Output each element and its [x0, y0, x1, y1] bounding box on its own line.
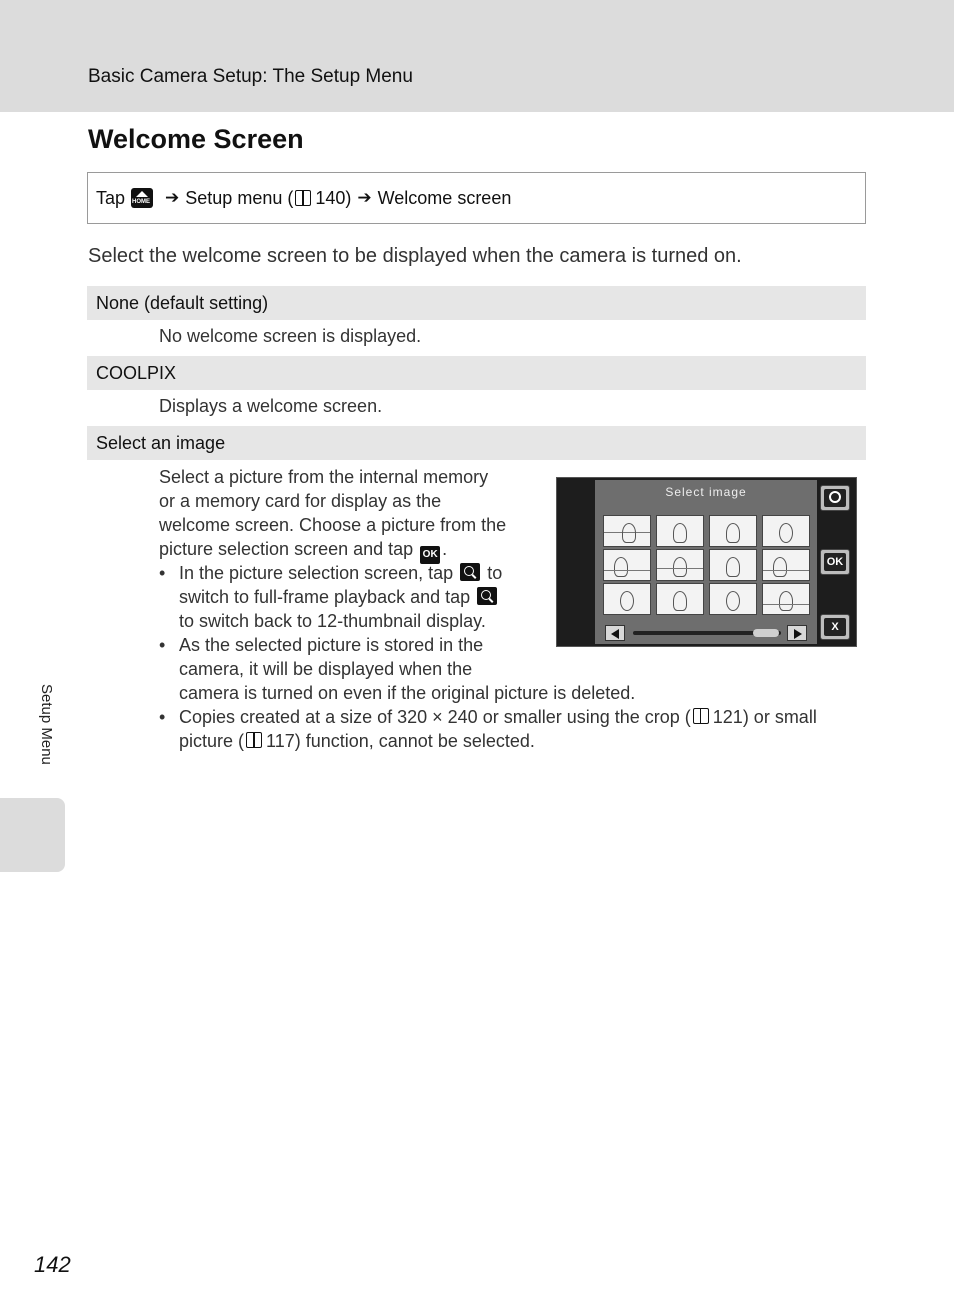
bullet-dot: •	[159, 563, 166, 583]
thumbnail-image	[656, 549, 704, 581]
bullet-line-text: 121) or small	[712, 707, 817, 727]
bullet-item	[159, 705, 859, 753]
scroll-slider	[633, 631, 781, 635]
option-coolpix-desc: Displays a welcome screen.	[159, 396, 383, 416]
menu-path-box	[87, 172, 866, 224]
close-icon	[820, 614, 850, 640]
bullet-line-text: 117) function, cannot be selected.	[266, 731, 535, 751]
bullet-text	[179, 561, 539, 633]
bullet-line: camera is turned on even if the original picture is deleted.	[179, 683, 636, 703]
ok-button-icon	[820, 549, 850, 575]
side-tab-label: Setup Menu	[38, 684, 55, 765]
welcome-screen-text: Welcome screen	[377, 187, 512, 208]
bullet-line-text: switch to full-frame playback and tap	[179, 587, 471, 607]
setup-menu-text: Setup menu (	[185, 187, 294, 208]
intro-text: Select the welcome screen to be displayed when the camera is turned on.	[88, 245, 742, 267]
select-image-paragraph	[159, 465, 539, 564]
bullet-item	[159, 561, 539, 633]
ok-button-label: OK	[824, 553, 846, 571]
thumbnail-image	[762, 515, 810, 547]
bullet-dot: •	[159, 635, 166, 655]
thumbnail-image	[762, 583, 810, 615]
bullet-line-text: In the picture selection screen, tap	[179, 563, 454, 583]
bullet-line	[179, 729, 859, 753]
bullet-line	[179, 705, 859, 729]
slider-knob	[753, 629, 779, 637]
ok-icon: OK	[420, 546, 440, 564]
option-none-heading: None (default setting)	[87, 286, 866, 320]
thumbnail-panel	[595, 480, 817, 644]
zoom-in-icon	[460, 563, 480, 581]
page-title: Welcome Screen	[88, 124, 304, 154]
camera-screen-illustration	[556, 477, 857, 647]
para-line: welcome screen. Choose a picture from the	[159, 515, 507, 535]
bullet-text	[179, 705, 859, 753]
bullet-line-end: to	[487, 563, 503, 583]
book-reference-icon	[246, 732, 262, 748]
zoom-out-icon	[477, 587, 497, 605]
para-line: Select a picture from the internal memory	[159, 467, 489, 487]
para-line-text: picture selection screen and tap	[159, 539, 414, 559]
para-line-end: .	[442, 539, 448, 559]
thumbnail-grid	[603, 515, 811, 615]
close-button-label: X	[824, 618, 846, 636]
para-line: or a memory card for display as the	[159, 491, 442, 511]
bullet-line	[179, 561, 539, 585]
bullet-line: camera, it will be displayed when the	[179, 659, 473, 679]
camera-screen-title: Select image	[665, 485, 747, 499]
tap-text: Tap	[96, 187, 126, 208]
thumbnail-image	[709, 583, 757, 615]
thumbnail-image	[762, 549, 810, 581]
thumbnail-image	[603, 583, 651, 615]
arrow-right-icon: ➔	[357, 188, 372, 207]
book-reference-icon	[295, 190, 311, 206]
thumbnail-image	[656, 515, 704, 547]
bullet-line: to switch back to 12-thumbnail display.	[179, 611, 486, 631]
bullet-line-text: Copies created at a size of 320 × 240 or smaller using the crop (	[179, 707, 691, 727]
home-menu-icon	[131, 188, 153, 208]
bullet-line	[179, 585, 539, 609]
arrow-right-icon: ➔	[165, 188, 180, 207]
section-title: Basic Camera Setup: The Setup Menu	[88, 66, 413, 87]
thumbnail-image	[656, 583, 704, 615]
scroll-left-icon	[605, 625, 625, 641]
thumbnail-image	[709, 549, 757, 581]
setup-menu-ref: 140)	[315, 187, 352, 208]
thumbnail-image	[709, 515, 757, 547]
zoom-in-icon	[820, 485, 850, 511]
thumbnail-image	[603, 515, 651, 547]
scroll-bar	[605, 625, 805, 637]
book-reference-icon	[693, 708, 709, 724]
scroll-right-icon	[787, 625, 807, 641]
header-band	[0, 0, 954, 112]
side-tab	[0, 798, 65, 872]
bullet-dot: •	[159, 707, 166, 727]
option-coolpix-heading: COOLPIX	[87, 356, 866, 390]
option-select-image-heading: Select an image	[87, 426, 866, 460]
bullet-line-text: picture (	[179, 731, 245, 751]
option-none-desc: No welcome screen is displayed.	[159, 326, 422, 346]
thumbnail-image	[603, 549, 651, 581]
page-number: 142	[34, 1252, 71, 1277]
para-line	[159, 537, 539, 564]
bullet-line: As the selected picture is stored in the	[179, 635, 484, 655]
